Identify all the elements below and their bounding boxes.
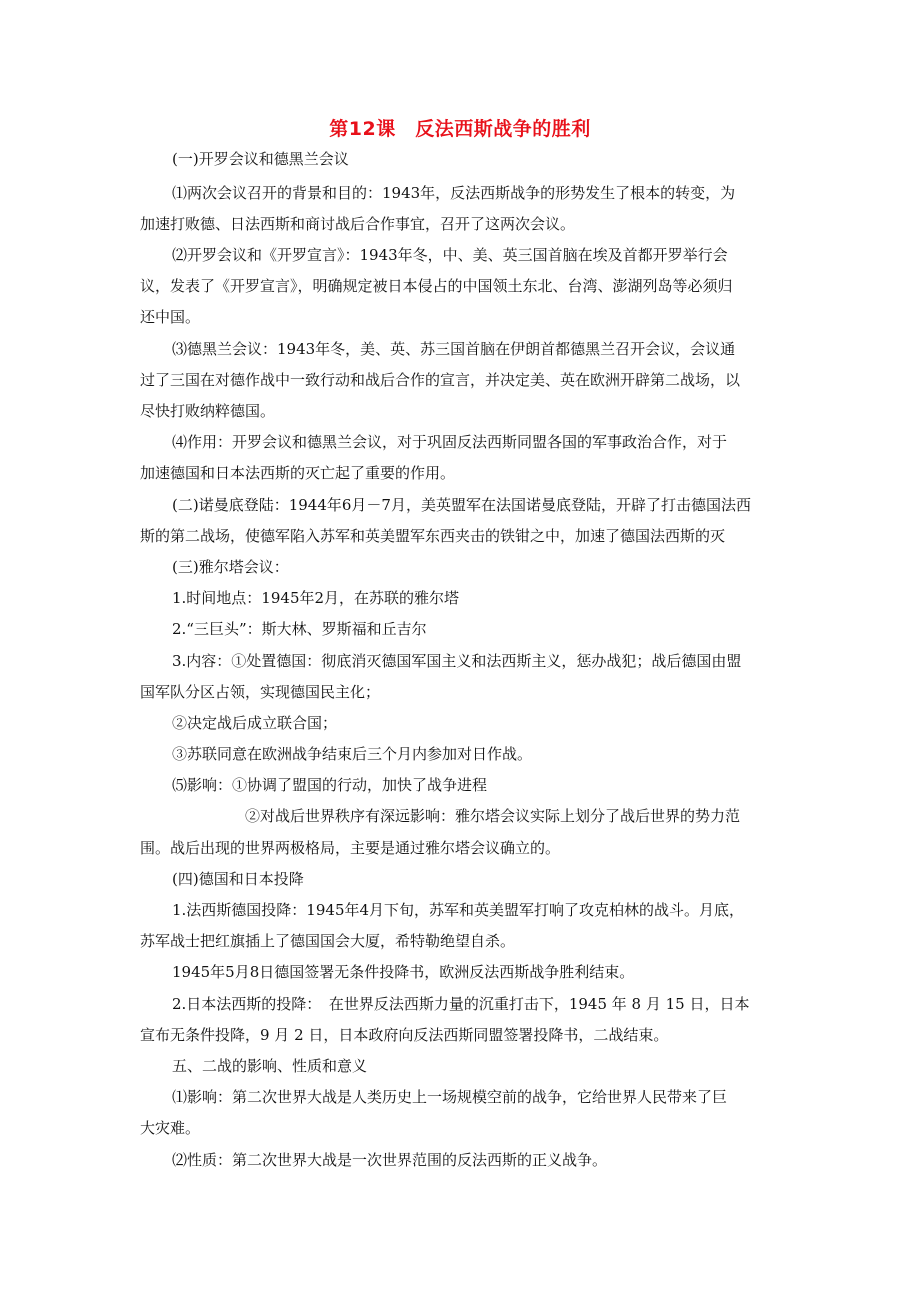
paragraph-line: 苏军战士把红旗插上了德国国会大厦，希特勒绝望自杀。	[140, 932, 516, 950]
paragraph-line: ⑴两次会议召开的背景和目的：1943年，反法西斯战争的形势发生了根本的转变，为	[172, 184, 736, 202]
section-heading: (一)开罗会议和德黑兰会议	[172, 150, 349, 168]
paragraph-line: ②决定战后成立联合国；	[172, 714, 338, 732]
paragraph-line: 宣布无条件投降，9 月 2 日，日本政府向反法西斯同盟签署投降书，二战结束。	[140, 1026, 669, 1044]
paragraph-line: 围。战后出现的世界两极格局，主要是通过雅尔塔会议确立的。	[140, 839, 561, 857]
paragraph-line: 议，发表了《开罗宣言》，明确规定被日本侵占的中国领土东北、台湾、澎湖列岛等必须归	[140, 277, 733, 295]
paragraph-line: ⑵开罗会议和《开罗宣言》：1943年冬，中、美、英三国首脑在埃及首都开罗举行会	[172, 246, 728, 264]
section-heading: (四)德国和日本投降	[172, 870, 304, 888]
paragraph-line: 尽快打败纳粹德国。	[140, 402, 276, 420]
paragraph-line: 1.法西斯德国投降：1945年4月下旬，苏军和英美盟军打响了攻克柏林的战斗。月底，	[172, 901, 745, 919]
paragraph-line: (二)诺曼底登陆：1944年6月－7月，美英盟军在法国诺曼底登陆，开辟了打击德国法西	[172, 496, 751, 514]
paragraph-line: 1.时间地点：1945年2月，在苏联的雅尔塔	[172, 589, 460, 607]
paragraph-line: ⑸影响：①协调了盟国的行动，加快了战争进程	[172, 776, 488, 794]
paragraph-line: 大灾难。	[140, 1119, 201, 1137]
paragraph-line: ③苏联同意在欧洲战争结束后三个月内参加对日作战。	[172, 745, 533, 763]
paragraph-line: ⑷作用：开罗会议和德黑兰会议，对于巩固反法西斯同盟各国的军事政治合作，对于	[172, 433, 728, 451]
paragraph-line: ⑵性质：第二次世界大战是一次世界范围的反法西斯的正义战争。	[172, 1151, 608, 1169]
page-title: 第12课 反法西斯战争的胜利	[329, 118, 591, 140]
paragraph-line: 2.日本法西斯的投降： 在世界反法西斯力量的沉重打击下，1945 年 8 月 15 日，日本	[172, 995, 750, 1013]
paragraph-line: 加速德国和日本法西斯的灭亡起了重要的作用。	[140, 464, 456, 482]
paragraph-line: ②对战后世界秩序有深远影响：雅尔塔会议实际上划分了战后世界的势力范	[245, 807, 741, 825]
paragraph-line: 加速打败德、日法西斯和商讨战后合作事宜，召开了这两次会议。	[140, 215, 576, 233]
paragraph-line: 还中国。	[140, 308, 201, 326]
paragraph-line: 2.“三巨头”：斯大林、罗斯福和丘吉尔	[172, 620, 427, 638]
paragraph-line: 1945年5月8日德国签署无条件投降书，欧洲反法西斯战争胜利结束。	[172, 963, 635, 981]
paragraph-line: ⑶德黑兰会议：1943年冬，美、英、苏三国首脑在伊朗首都德黑兰召开会议，会议通	[172, 340, 736, 358]
section-heading: (三)雅尔塔会议：	[172, 558, 289, 576]
paragraph-line: 3.内容：①处置德国：彻底消灭德国军国主义和法西斯主义，惩办战犯；战后德国由盟	[172, 652, 742, 670]
section-heading: 五、二战的影响、性质和意义	[172, 1057, 368, 1075]
paragraph-line: ⑴影响：第二次世界大战是人类历史上一场规模空前的战争，它给世界人民带来了巨	[172, 1088, 728, 1106]
paragraph-line: 国军队分区占领，实现德国民主化；	[140, 683, 381, 701]
paragraph-line: 过了三国在对德作战中一致行动和战后合作的宣言，并决定美、英在欧洲开辟第二战场，以	[140, 371, 741, 389]
paragraph-line: 斯的第二战场，使德军陷入苏军和英美盟军东西夹击的铁钳之中，加速了德国法西斯的灭	[140, 527, 726, 545]
